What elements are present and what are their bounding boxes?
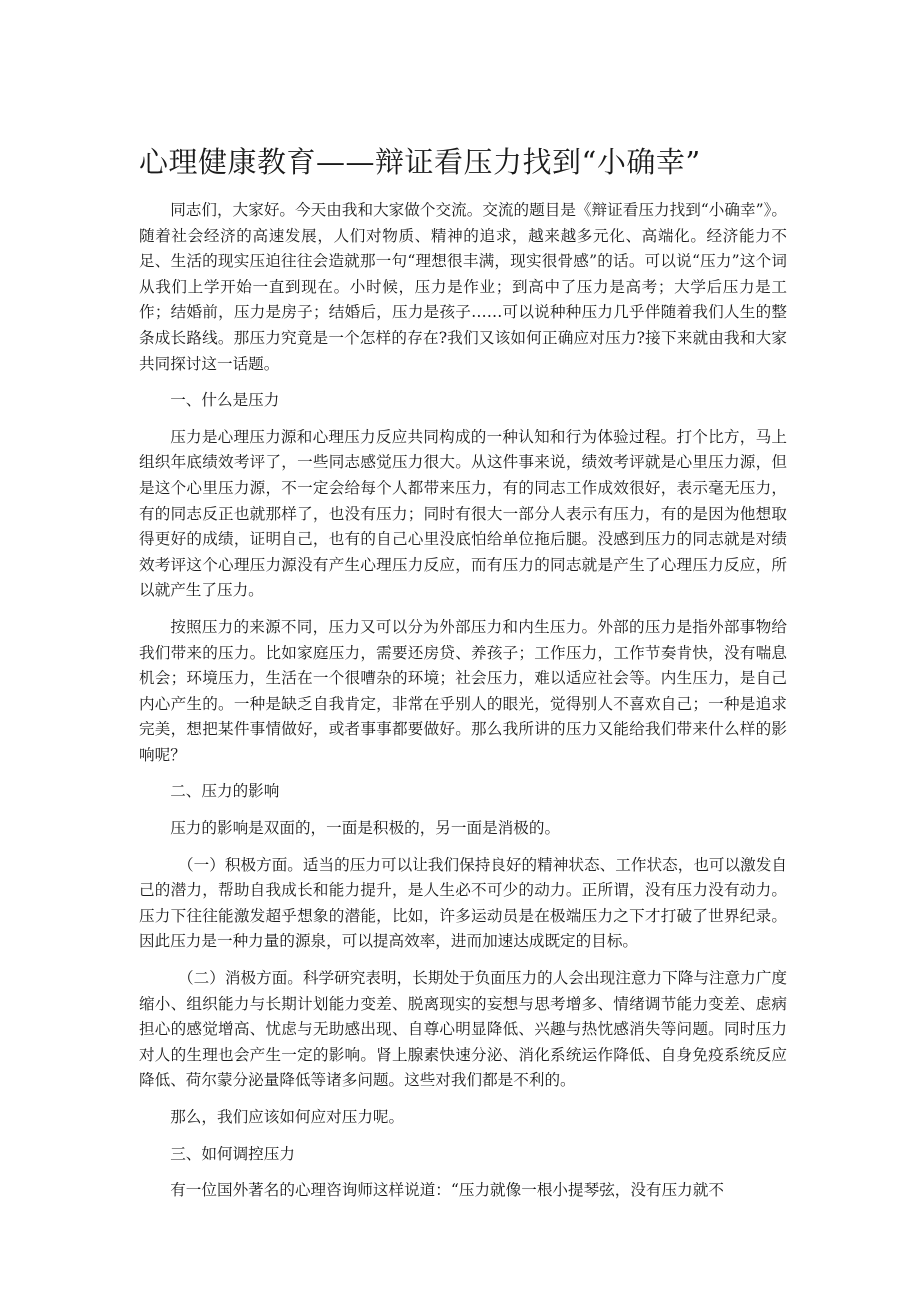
paragraph-sources: 按照压力的来源不同，压力又可以分为外部压力和内生压力。外部的压力是指外部事物给我们带来的压力。比如家庭压力，需要还房贷、养孩子；工作压力，工作节奏肯快，没有喘息机会；环境压力，生活在一个很嘈杂的环境；社会压力，难以适应社会等。内生压力，是自己内心产生的。一种是缺乏自我肯定，非常在乎别人的眼光，觉得别人不喜欢自己；一种是追求完美，想把某件事情做好，或者事事都要做好。那么我所讲的压力又能给我们带来什么样的影响呢？ bbox=[139, 617, 787, 764]
section-heading-regulate: 三、如何调控压力 bbox=[170, 1144, 295, 1163]
section-heading-what-is-pressure: 一、什么是压力 bbox=[170, 391, 280, 410]
paragraph-quote: 有一位国外著名的心理咨询师这样说道：“压力就像一根小提琴弦，没有压力就不 bbox=[170, 1181, 724, 1200]
paragraph-negative-impact: （二）消极方面。科学研究表明，长期处于负面压力的人会出现注意力下降与注意力广度缩小、组织能力与长期计划能力变差、脱离现实的妄想与思考增多、情绪调节能力变差、虑病担心的感觉增高、忧虑与无助感出现、自尊心明显降低、兴趣与热忱感消失等问题。同时压力对人的生理也会产生一定的影响。肾上腺素快速分泌、消化系统运作降低、自身免疫系统反应降低、荷尔蒙分泌量降低等诸多问题。这些对我们都是不利的。 bbox=[139, 969, 787, 1090]
document-page bbox=[139, 140, 787, 1204]
paragraph-intro: 同志们，大家好。今天由我和大家做个交流。交流的题目是《辩证看压力找到“小确幸”》。随着社会经济的高速发展，人们对物质、精神的追求，越来越多元化、高端化。经济能力不足、生活的现实压迫往往会造就那一句“理想很丰满，现实很骨感”的话。可以说“压力”这个词从我们上学开始一直到现在。小时候，压力是作业；到高中了压力是高考；大学后压力是工作；结婚前，压力是房子；结婚后，压力是孩子……可以说种种压力几乎伴随着我们人生的整条成长路线。那压力究竟是一个怎样的存在?我们又该如何正确应对压力?接下来就由我和大家共同探讨这一话题。 bbox=[139, 201, 787, 373]
document-title: 心理健康教育——辩证看压力找到“小确幸” bbox=[139, 145, 701, 179]
paragraph-definition: 压力是心理压力源和心理压力反应共同构成的一种认知和行为体验过程。打个比方，马上组织年底绩效考评了，一些同志感觉压力很大。从这件事来说，绩效考评就是心里压力源，但是这个心里压力源，不一定会给每个人都带来压力，有的同志工作成效很好，表示毫无压力，有的同志反正也就那样了，也没有压力；同时有很大一部分人表示有压力，有的是因为他想取得更好的成绩，证明自己，也有的自己心里没底怕给单位拖后腿。没感到压力的同志就是对绩效考评这个心理压力源没有产生心理压力反应，而有压力的同志就是产生了心理压力反应，所以就产生了压力。 bbox=[139, 427, 787, 600]
paragraph-positive-impact: （一）积极方面。适当的压力可以让我们保持良好的精神状态、工作状态，也可以激发自己的潜力，帮助自我成长和能力提升，是人生必不可少的动力。正所谓，没有压力没有动力。压力下往往能激发超乎想象的潜能，比如，许多运动员是在极端压力之下才打破了世界纪录。因此压力是一种力量的源泉，可以提高效率，进而加速达成既定的目标。 bbox=[139, 855, 787, 951]
paragraph-impact-summary: 压力的影响是双面的，一面是积极的，另一面是消极的。 bbox=[170, 819, 561, 838]
paragraph-transition: 那么，我们应该如何应对压力呢。 bbox=[170, 1108, 405, 1126]
section-heading-impact: 二、压力的影响 bbox=[170, 782, 280, 801]
